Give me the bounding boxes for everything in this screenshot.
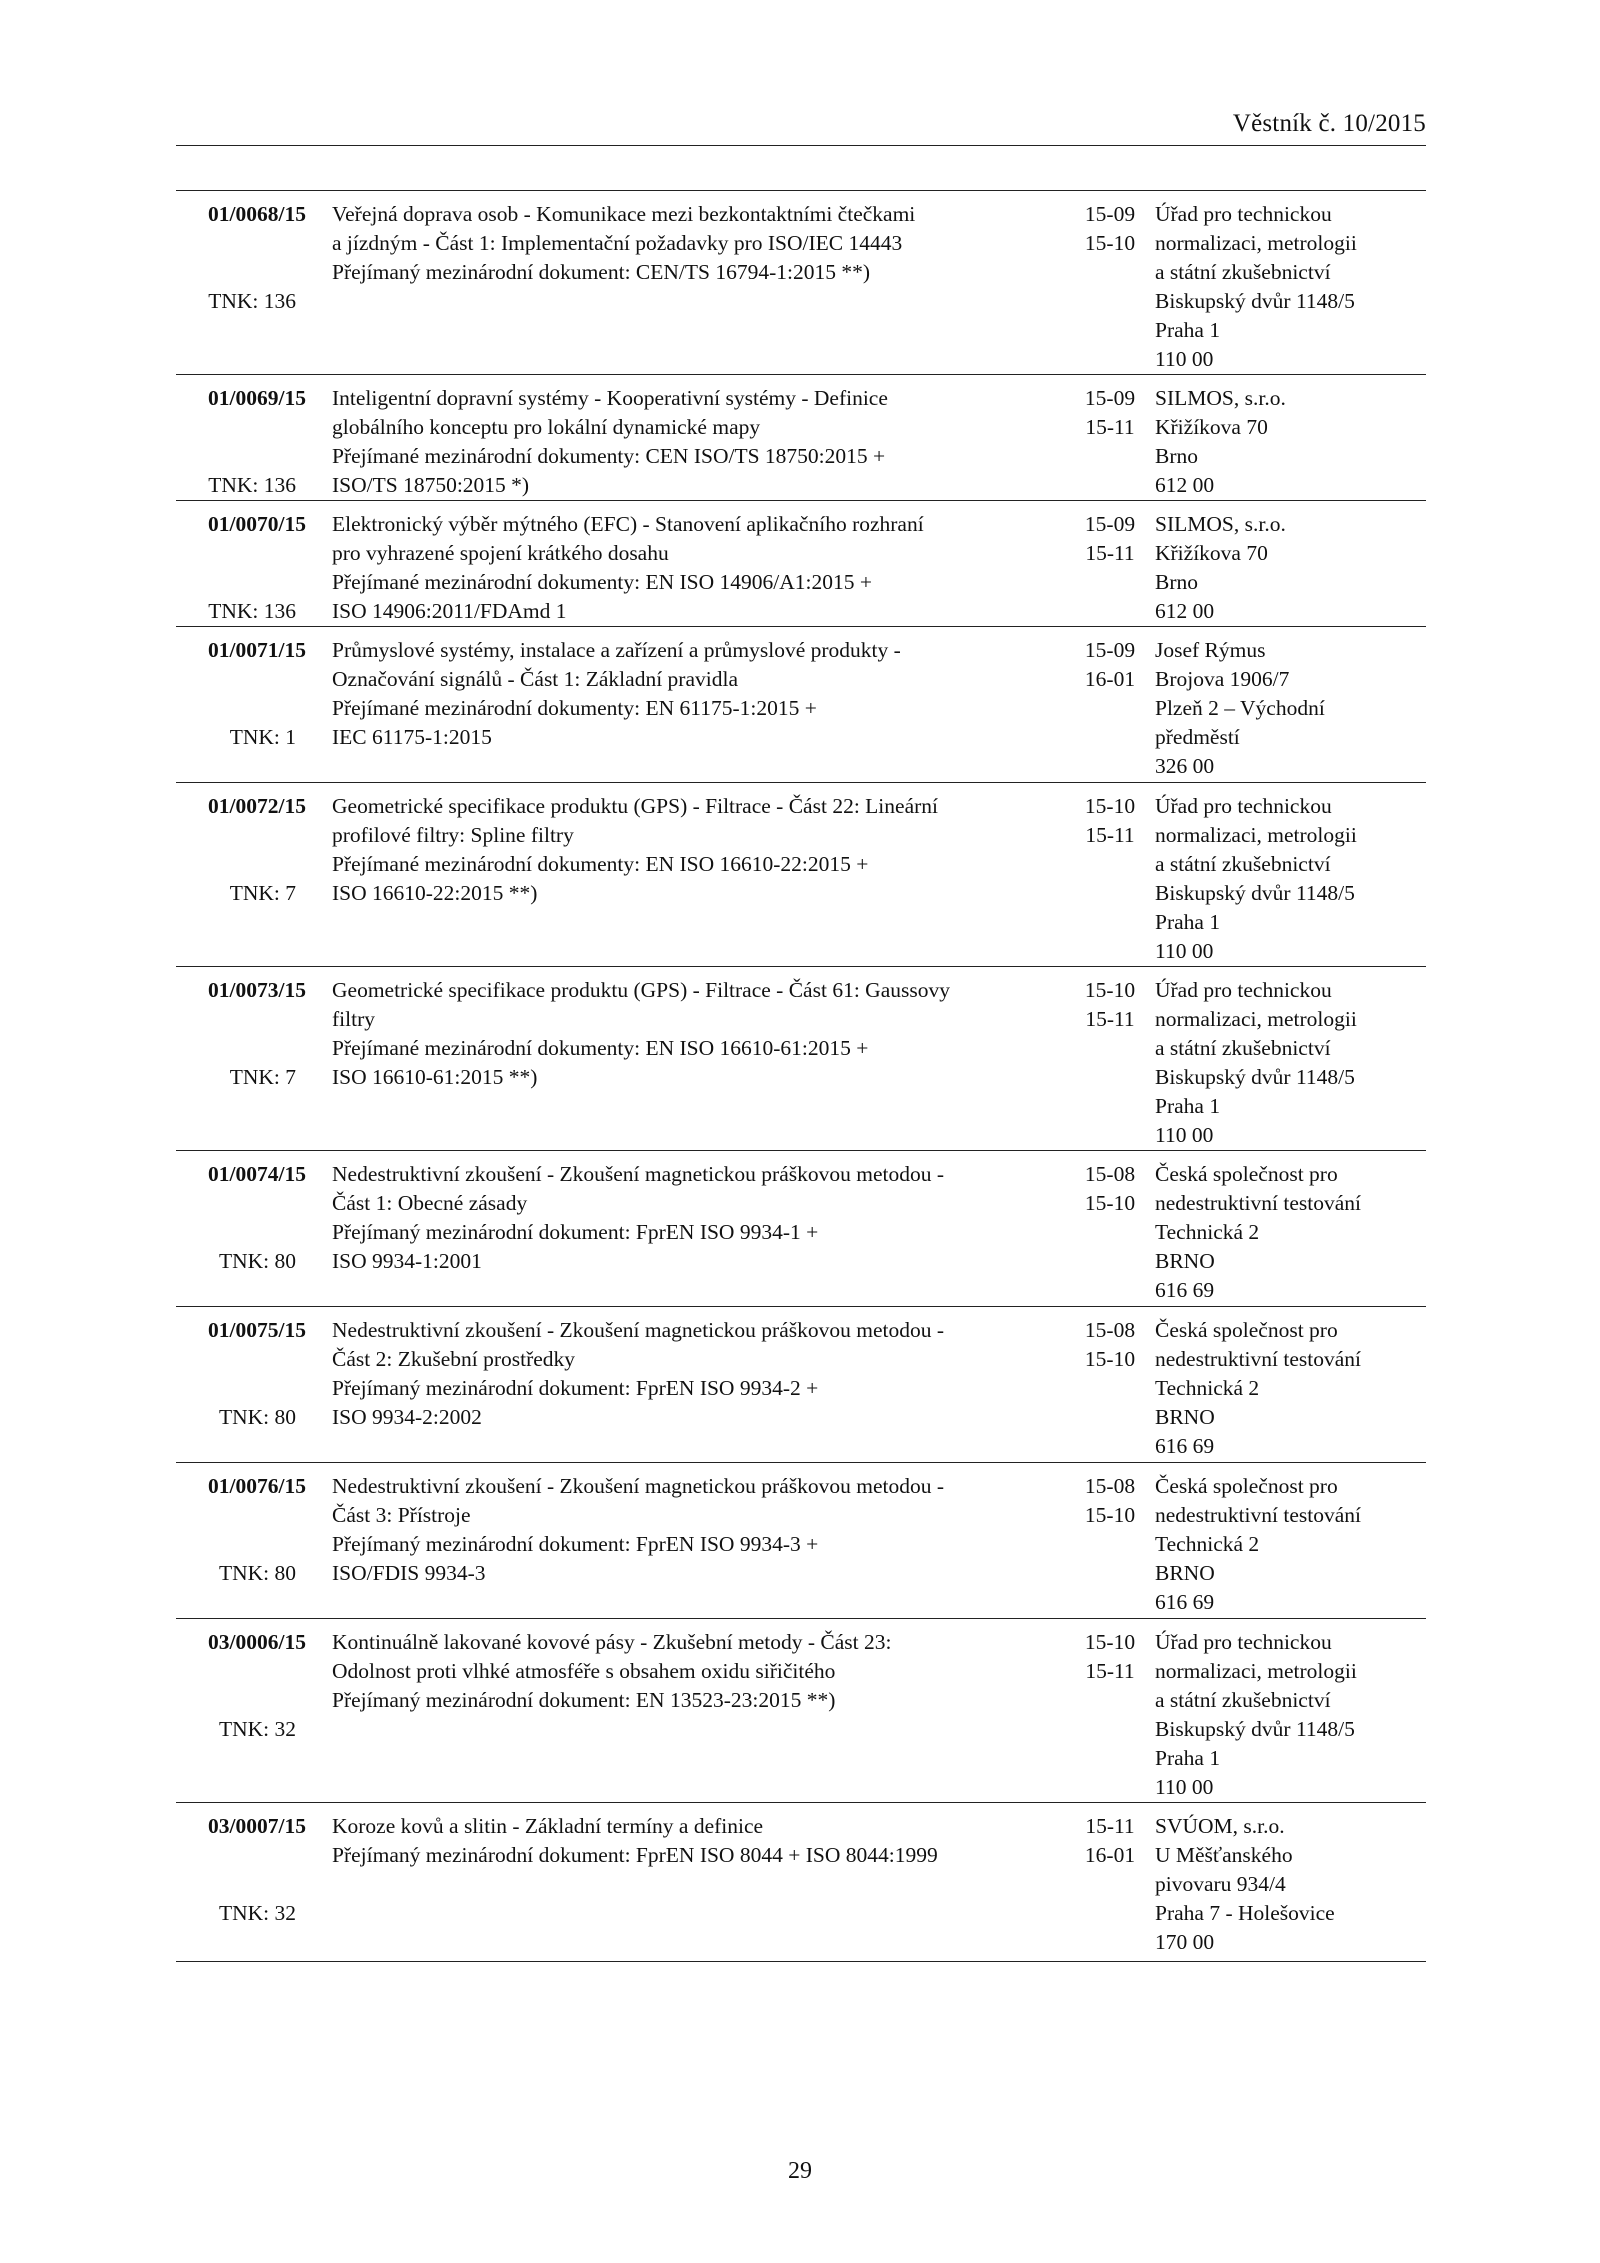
table-row <box>176 626 1426 782</box>
processor-address-line: nedestruktivní testování <box>1155 1503 1362 1527</box>
date-range-line: 15-11 <box>1085 415 1135 439</box>
date-range-line: 15-09 <box>1084 638 1136 662</box>
processor-address-line: BRNO <box>1155 1561 1215 1585</box>
standard-title-line: ISO 16610-22:2015 **) <box>332 881 538 905</box>
processor-address-line: Úřad pro technickou <box>1155 1630 1332 1654</box>
processor-address-line: nedestruktivní testování <box>1155 1191 1362 1215</box>
processor-address <box>1155 1472 1425 1617</box>
tnk-label: TNK: 80 <box>218 1561 296 1585</box>
standard-number: 01/0068/15 <box>208 202 306 226</box>
processor-address <box>1155 1160 1425 1305</box>
standard-title-line: ISO 14906:2011/FDAmd 1 <box>332 599 567 623</box>
standard-title <box>332 1472 1062 1588</box>
processor-address-line: Česká společnost pro <box>1155 1162 1338 1186</box>
date-range-line: 15-10 <box>1084 1191 1136 1215</box>
tnk-label: TNK: 136 <box>208 599 296 623</box>
standard-number: 01/0070/15 <box>208 512 306 536</box>
standard-title-line: Kontinuálně lakované kovové pásy - Zkušební metody - Část 23: <box>332 1630 892 1654</box>
processor-address-line: Česká společnost pro <box>1155 1318 1338 1342</box>
date-range <box>1062 976 1158 1034</box>
standard-title-line: Přejímané mezinárodní dokumenty: EN ISO 16610-61:2015 + <box>332 1036 869 1060</box>
date-range-line: 15-10 <box>1084 1347 1136 1371</box>
processor-address-line: 612 00 <box>1155 473 1215 497</box>
standard-title-line: Označování signálů - Část 1: Základní pravidla <box>332 667 738 691</box>
date-range <box>1062 1812 1158 1870</box>
date-range-line: 15-11 <box>1085 1007 1135 1031</box>
processor-address-line: SVÚOM, s.r.o. <box>1155 1814 1285 1838</box>
standard-title-line: ISO/FDIS 9934-3 <box>332 1561 486 1585</box>
processor-address-line: Biskupský dvůr 1148/5 <box>1155 1717 1355 1741</box>
processor-address-line: Plzeň 2 – Východní <box>1155 696 1325 720</box>
standard-title-line: ISO 16610-61:2015 **) <box>332 1065 538 1089</box>
processor-address <box>1155 636 1425 781</box>
standard-title-line: ISO 9934-2:2002 <box>332 1405 482 1429</box>
date-range-line: 15-08 <box>1084 1318 1136 1342</box>
processor-address-line: Úřad pro technickou <box>1155 978 1332 1002</box>
standard-title-line: ISO 9934-1:2001 <box>332 1249 482 1273</box>
standard-title <box>332 510 1062 626</box>
date-range-line: 16-01 <box>1084 1843 1136 1867</box>
standard-number: 01/0073/15 <box>208 978 306 1002</box>
standard-number: 01/0072/15 <box>208 794 306 818</box>
date-range-line: 15-10 <box>1084 794 1136 818</box>
processor-address-line: Technická 2 <box>1155 1376 1260 1400</box>
date-range-line: 15-10 <box>1084 978 1136 1002</box>
standard-title-line: Přejímané mezinárodní dokumenty: EN ISO 16610-22:2015 + <box>332 852 869 876</box>
processor-address-line: Praha 1 <box>1155 1094 1221 1118</box>
processor-address-line: Praha 7 - Holešovice <box>1155 1901 1335 1925</box>
processor-address <box>1155 384 1425 500</box>
processor-address-line: U Měšťanského <box>1155 1843 1293 1867</box>
standard-title-line: Geometrické specifikace produktu (GPS) - Filtrace - Část 61: Gaussovy <box>332 978 950 1002</box>
processor-address-line: normalizaci, metrologii <box>1155 1659 1357 1683</box>
standard-number: 03/0006/15 <box>208 1630 306 1654</box>
processor-address-line: Brojova 1906/7 <box>1155 667 1290 691</box>
tnk-label: TNK: 80 <box>218 1405 296 1429</box>
table-row <box>176 1618 1426 1802</box>
date-range-line: 15-10 <box>1084 1503 1136 1527</box>
processor-address-line: 616 69 <box>1155 1434 1215 1458</box>
processor-address-line: 326 00 <box>1155 754 1215 778</box>
journal-title: Věstník č. 10/2015 <box>1232 110 1426 137</box>
processor-address-line: 170 00 <box>1155 1930 1215 1954</box>
date-range-line: 15-09 <box>1084 512 1136 536</box>
standard-title-line: Přejímaný mezinárodní dokument: CEN/TS 16794-1:2015 **) <box>332 260 871 284</box>
processor-address-line: Křižíkova 70 <box>1155 541 1268 565</box>
standard-title-line: IEC 61175-1:2015 <box>332 725 492 749</box>
date-range-line: 15-08 <box>1084 1162 1136 1186</box>
standard-title-line: Přejímaný mezinárodní dokument: FprEN ISO 9934-1 + <box>332 1220 819 1244</box>
standard-title-line: a jízdným - Část 1: Implementační požadavky pro ISO/IEC 14443 <box>332 231 903 255</box>
tnk-label: TNK: 1 <box>229 725 296 749</box>
standard-number: 03/0007/15 <box>208 1814 306 1838</box>
tnk-label: TNK: 32 <box>218 1901 296 1925</box>
processor-address-line: normalizaci, metrologii <box>1155 823 1357 847</box>
date-range <box>1062 510 1158 568</box>
standard-title-line: Průmyslové systémy, instalace a zařízení a průmyslové produkty - <box>332 638 901 662</box>
standard-title-line: Přejímaný mezinárodní dokument: FprEN ISO 8044 + ISO 8044:1999 <box>332 1843 938 1867</box>
tnk-label: TNK: 136 <box>208 473 296 497</box>
table-row <box>176 1306 1426 1462</box>
standard-title-line: Elektronický výběr mýtného (EFC) - Stanovení aplikačního rozhraní <box>332 512 924 536</box>
processor-address-line: normalizaci, metrologii <box>1155 231 1357 255</box>
processor-address <box>1155 200 1425 374</box>
table-row <box>176 500 1426 626</box>
standard-title-line: Nedestruktivní zkoušení - Zkoušení magnetickou práškovou metodou - <box>332 1474 945 1498</box>
processor-address-line: Biskupský dvůr 1148/5 <box>1155 289 1355 313</box>
standard-title-line: Část 2: Zkušební prostředky <box>332 1347 576 1371</box>
standard-title-line: Část 1: Obecné zásady <box>332 1191 528 1215</box>
processor-address-line: a státní zkušebnictví <box>1155 1688 1331 1712</box>
processor-address-line: normalizaci, metrologii <box>1155 1007 1357 1031</box>
standard-title <box>332 1316 1062 1432</box>
table-row <box>176 1802 1426 1961</box>
standard-title <box>332 792 1062 908</box>
table-row <box>176 1462 1426 1618</box>
table-row <box>176 782 1426 966</box>
standard-title-line: Přejímané mezinárodní dokumenty: EN 61175-1:2015 + <box>332 696 817 720</box>
standard-title-line: ISO/TS 18750:2015 *) <box>332 473 530 497</box>
date-range-line: 15-11 <box>1085 1814 1135 1838</box>
standard-title-line: Veřejná doprava osob - Komunikace mezi bezkontaktními čtečkami <box>332 202 916 226</box>
table-row <box>176 374 1426 500</box>
page-number: 29 <box>788 2158 812 2184</box>
date-range <box>1062 1472 1158 1530</box>
processor-address-line: nedestruktivní testování <box>1155 1347 1362 1371</box>
table-row <box>176 966 1426 1150</box>
processor-address-line: 110 00 <box>1155 347 1214 371</box>
processor-address <box>1155 976 1425 1150</box>
standard-title-line: Inteligentní dopravní systémy - Kooperativní systémy - Definice <box>332 386 888 410</box>
processor-address-line: 612 00 <box>1155 599 1215 623</box>
date-range-line: 15-11 <box>1085 823 1135 847</box>
processor-address-line: Úřad pro technickou <box>1155 202 1332 226</box>
processor-address-line: Praha 1 <box>1155 910 1221 934</box>
standard-title <box>332 1812 1062 1870</box>
standard-title-line: Geometrické specifikace produktu (GPS) - Filtrace - Část 22: Lineární <box>332 794 938 818</box>
table-row <box>176 1150 1426 1306</box>
processor-address-line: 110 00 <box>1155 939 1214 963</box>
table-row <box>176 191 1426 374</box>
tnk-label: TNK: 32 <box>218 1717 296 1741</box>
processor-address-line: a státní zkušebnictví <box>1155 1036 1331 1060</box>
date-range-line: 15-08 <box>1084 1474 1136 1498</box>
date-range <box>1062 636 1158 694</box>
tnk-label: TNK: 7 <box>229 881 296 905</box>
date-range <box>1062 384 1158 442</box>
processor-address-line: a státní zkušebnictví <box>1155 260 1331 284</box>
processor-address-line: Josef Rýmus <box>1155 638 1266 662</box>
standard-number: 01/0071/15 <box>208 638 306 662</box>
processor-address-line: a státní zkušebnictví <box>1155 852 1331 876</box>
processor-address-line: Česká společnost pro <box>1155 1474 1338 1498</box>
date-range <box>1062 200 1158 258</box>
standard-title <box>332 976 1062 1092</box>
date-range <box>1062 1160 1158 1218</box>
standard-title-line: profilové filtry: Spline filtry <box>332 823 574 847</box>
processor-address-line: pivovaru 934/4 <box>1155 1872 1286 1896</box>
date-range <box>1062 1628 1158 1686</box>
standard-number: 01/0069/15 <box>208 386 306 410</box>
standard-title-line: globálního konceptu pro lokální dynamické mapy <box>332 415 761 439</box>
processor-address-line: SILMOS, s.r.o. <box>1155 386 1286 410</box>
tnk-label: TNK: 80 <box>218 1249 296 1273</box>
processor-address-line: Praha 1 <box>1155 318 1221 342</box>
date-range-line: 15-11 <box>1085 541 1135 565</box>
processor-address-line: Technická 2 <box>1155 1532 1260 1556</box>
date-range-line: 15-10 <box>1084 231 1136 255</box>
standard-title-line: Přejímané mezinárodní dokumenty: EN ISO 14906/A1:2015 + <box>332 570 872 594</box>
processor-address-line: BRNO <box>1155 1405 1215 1429</box>
standard-title-line: Koroze kovů a slitin - Základní termíny a definice <box>332 1814 764 1838</box>
processor-address-line: 616 69 <box>1155 1278 1215 1302</box>
processor-address-line: Brno <box>1155 570 1198 594</box>
processor-address-line: Technická 2 <box>1155 1220 1260 1244</box>
standard-title-line: Přejímaný mezinárodní dokument: FprEN ISO 9934-3 + <box>332 1532 819 1556</box>
standard-title <box>332 1628 1062 1715</box>
standard-title <box>332 384 1062 500</box>
processor-address-line: předměstí <box>1155 725 1240 749</box>
standard-title-line: Přejímaný mezinárodní dokument: FprEN ISO 9934-2 + <box>332 1376 819 1400</box>
standard-title <box>332 1160 1062 1276</box>
processor-address-line: Úřad pro technickou <box>1155 794 1332 818</box>
processor-address-line: 616 69 <box>1155 1590 1215 1614</box>
date-range-line: 15-09 <box>1084 386 1136 410</box>
date-range <box>1062 792 1158 850</box>
processor-address <box>1155 510 1425 626</box>
standard-title-line: Nedestruktivní zkoušení - Zkoušení magnetickou práškovou metodou - <box>332 1318 945 1342</box>
tnk-label: TNK: 136 <box>208 289 296 313</box>
header-divider <box>176 145 1426 146</box>
date-range-line: 15-09 <box>1084 202 1136 226</box>
standard-title-line: Přejímané mezinárodní dokumenty: CEN ISO/TS 18750:2015 + <box>332 444 886 468</box>
standard-title-line: Odolnost proti vlhké atmosféře s obsahem oxidu siřičitého <box>332 1659 836 1683</box>
standard-title <box>332 636 1062 752</box>
processor-address-line: 110 00 <box>1155 1775 1214 1799</box>
processor-address <box>1155 1812 1425 1957</box>
processor-address-line: Praha 1 <box>1155 1746 1221 1770</box>
processor-address <box>1155 1628 1425 1802</box>
processor-address-line: 110 00 <box>1155 1123 1214 1147</box>
standard-title <box>332 200 1062 287</box>
standard-number: 01/0074/15 <box>208 1162 306 1186</box>
standard-title-line: Nedestruktivní zkoušení - Zkoušení magnetickou práškovou metodou - <box>332 1162 945 1186</box>
standard-title-line: pro vyhrazené spojení krátkého dosahu <box>332 541 669 565</box>
processor-address-line: Brno <box>1155 444 1198 468</box>
tnk-label: TNK: 7 <box>229 1065 296 1089</box>
date-range-line: 16-01 <box>1084 667 1136 691</box>
processor-address-line: SILMOS, s.r.o. <box>1155 512 1286 536</box>
processor-address-line: Biskupský dvůr 1148/5 <box>1155 1065 1355 1089</box>
standard-title-line: Přejímaný mezinárodní dokument: EN 13523-23:2015 **) <box>332 1688 836 1712</box>
date-range <box>1062 1316 1158 1374</box>
processor-address-line: Biskupský dvůr 1148/5 <box>1155 881 1355 905</box>
processor-address-line: Křižíkova 70 <box>1155 415 1268 439</box>
standard-number: 01/0076/15 <box>208 1474 306 1498</box>
processor-address <box>1155 1316 1425 1461</box>
processor-address-line: BRNO <box>1155 1249 1215 1273</box>
date-range-line: 15-10 <box>1084 1630 1136 1654</box>
standard-title-line: Část 3: Přístroje <box>332 1503 471 1527</box>
date-range-line: 15-11 <box>1085 1659 1135 1683</box>
processor-address <box>1155 792 1425 966</box>
standards-table <box>176 190 1426 1962</box>
standard-title-line: filtry <box>332 1007 375 1031</box>
standard-number: 01/0075/15 <box>208 1318 306 1342</box>
